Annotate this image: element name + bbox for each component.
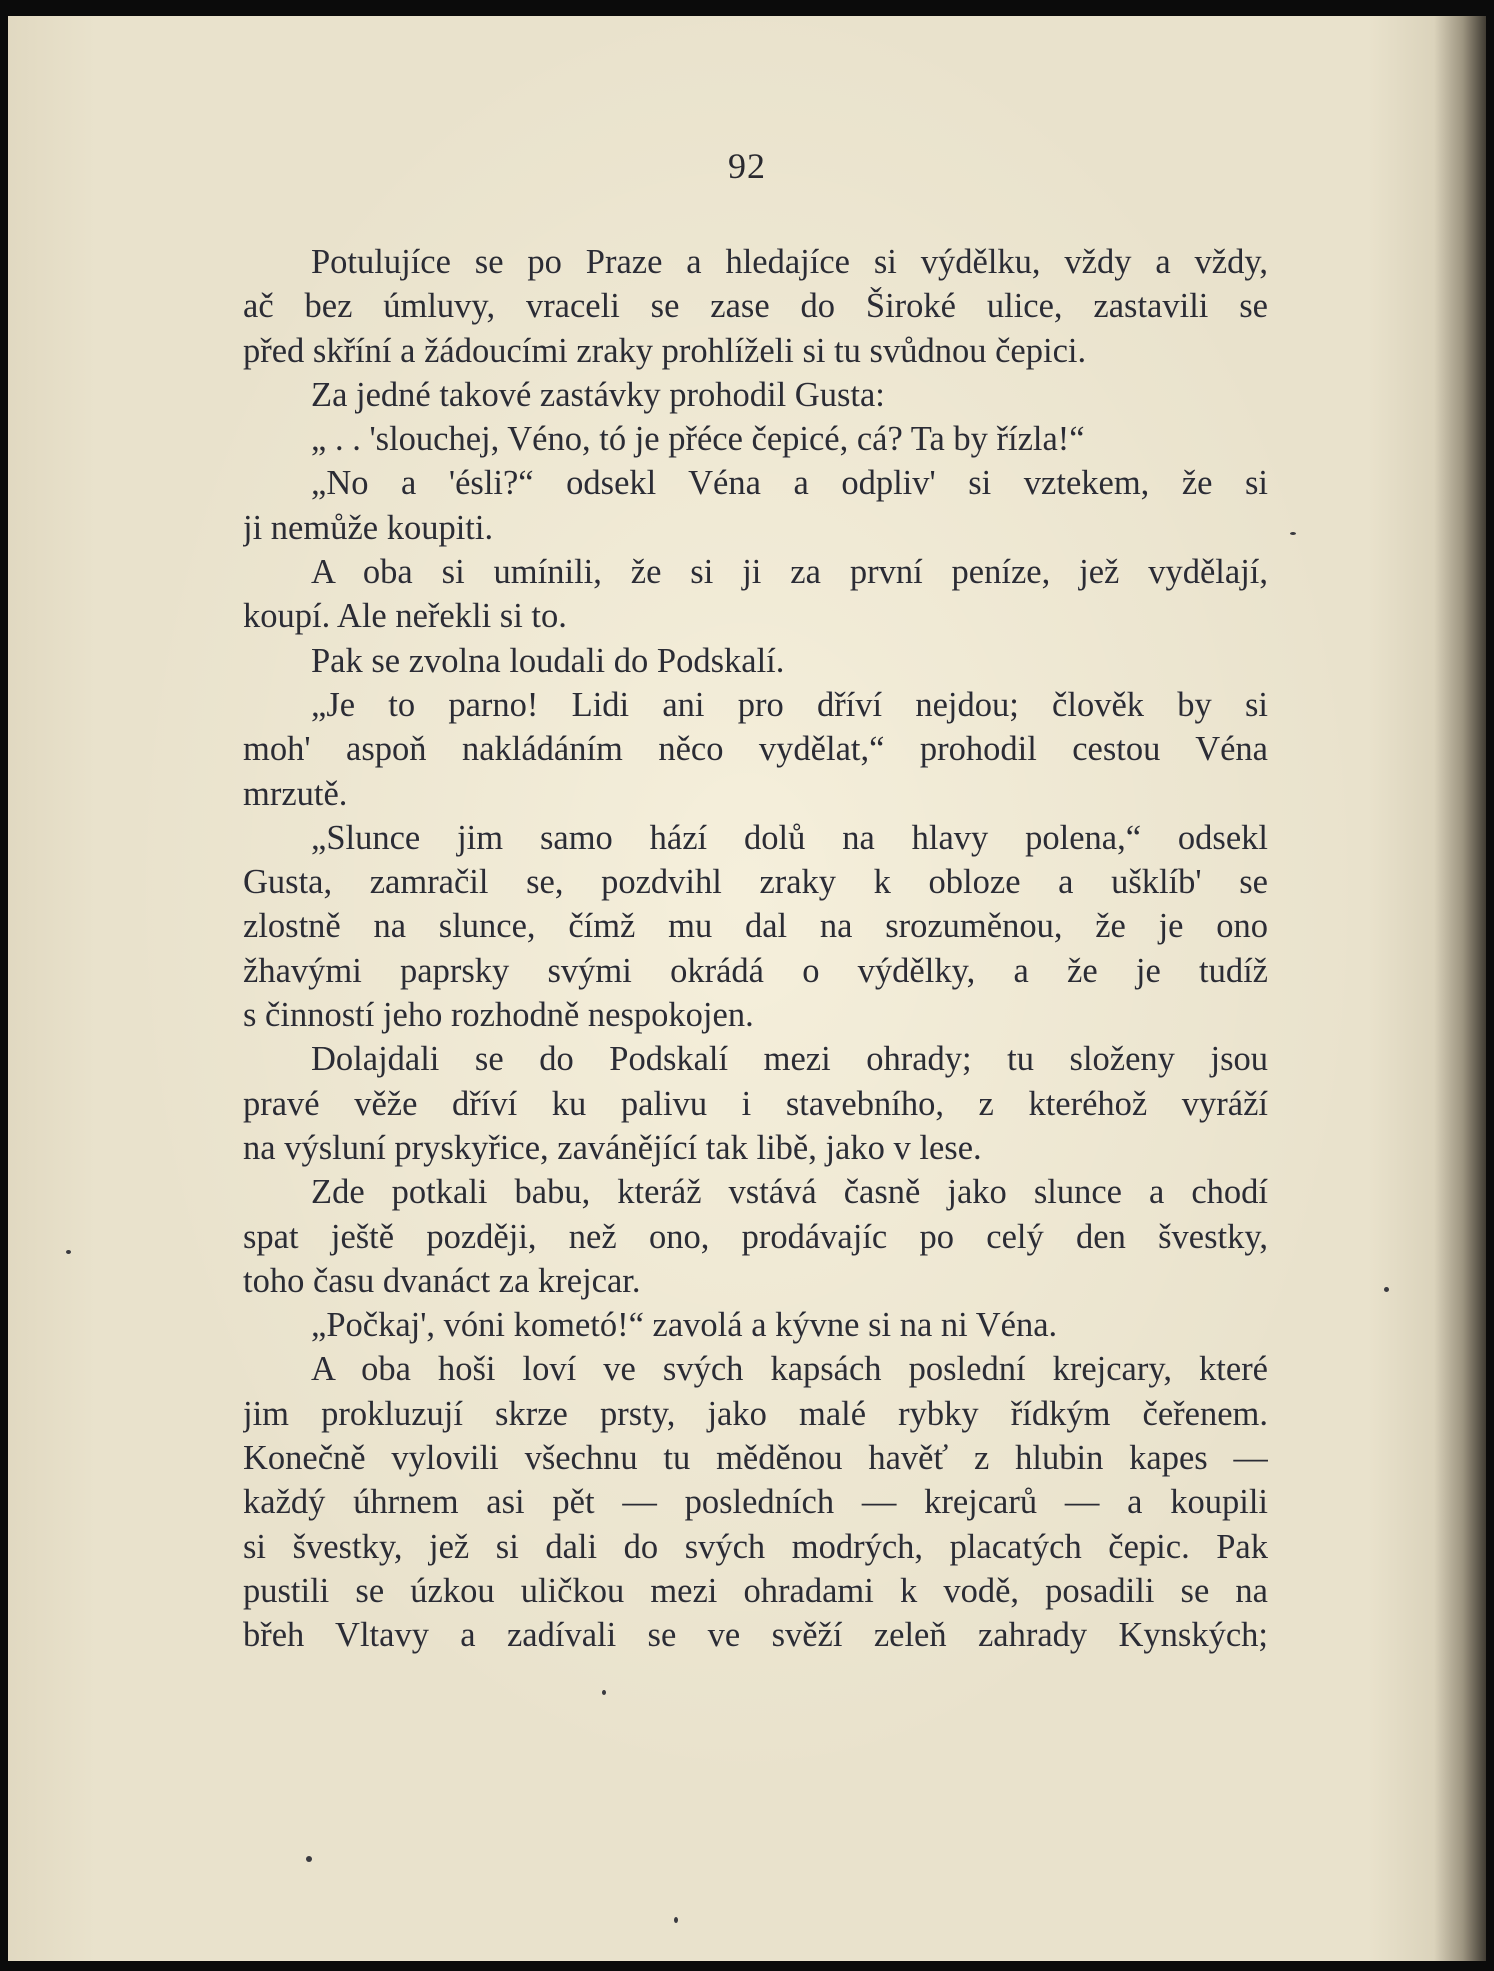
- page-number: 92: [728, 146, 766, 186]
- text-line: pustili se úzkou uličkou mezi ohradami k vodě, posadili se na: [243, 1571, 1268, 1610]
- speck: [1384, 1287, 1389, 1292]
- text-line: „No a 'ésli?“ odsekl Véna a odpliv' si vztekem, že si: [311, 464, 1268, 503]
- text-line: každý úhrnem asi pět — posledních — krejcarů — a koupili: [243, 1483, 1268, 1522]
- text-line: A oba si umínili, že si ji za první peníze, jež vydělají,: [311, 553, 1268, 592]
- text-line: Za jedné takové zastávky prohodil Gusta:: [311, 375, 885, 414]
- text-line: mrzutě.: [243, 774, 348, 813]
- text-line: „ . . 'slouchej, Véno, tó je přéce čepicé, cá? Ta by řízla!“: [311, 420, 1085, 459]
- text-line: ač bez úmluvy, vraceli se zase do Široké ulice, zastavili se: [243, 287, 1268, 326]
- text-line: A oba hoši loví ve svých kapsách poslední krejcary, které: [311, 1350, 1268, 1389]
- text-line: toho času dvanáct za krejcar.: [243, 1261, 641, 1300]
- speck: [1290, 532, 1296, 535]
- text-line: Gusta, zamračil se, pozdvihl zraky k obloze a ušklíb' se: [243, 863, 1268, 902]
- text-line: „Slunce jim samo hází dolů na hlavy polena,“ odsekl: [311, 818, 1268, 857]
- text-line: moh' aspoň nakládáním něco vydělat,“ prohodil cestou Véna: [243, 730, 1268, 769]
- text-line: s činností jeho rozhodně nespokojen.: [243, 996, 754, 1035]
- text-line: břeh Vltavy a zadívali se ve svěží zeleň zahrady Kynských;: [243, 1616, 1268, 1655]
- speck: [602, 1690, 606, 1695]
- text-line: žhavými paprsky svými okrádá o výdělky, a že je tudíž: [243, 951, 1268, 990]
- page-spine-shadow: [1434, 16, 1486, 1961]
- text-line: pravé věže dříví ku palivu i stavebního, z kteréhož vyráží: [243, 1084, 1268, 1123]
- text-line: koupí. Ale neřekli si to.: [243, 597, 567, 636]
- text-line: na výsluní pryskyřice, zavánějící tak libě, jako v lese.: [243, 1128, 982, 1167]
- text-line: před skříní a žádoucími zraky prohlíželi si tu svůdnou čepici.: [243, 331, 1087, 370]
- text-line: zlostně na slunce, čímž mu dal na srozuměnou, že je ono: [243, 907, 1268, 946]
- text-line: si švestky, jež si dali do svých modrých, placatých čepic. Pak: [243, 1527, 1268, 1566]
- speck: [306, 1856, 312, 1862]
- body-text: [243, 240, 1268, 1658]
- text-line: Konečně vylovili všechnu tu měděnou havěť z hlubin kapes —: [243, 1439, 1268, 1478]
- text-line: spat ještě později, než ono, prodávajíc po celý den švestky,: [243, 1217, 1268, 1256]
- text-line: „Počkaj', vóni kometó!“ zavolá a kývne si na ni Véna.: [311, 1306, 1058, 1345]
- text-line: jim prokluzují skrze prsty, jako malé rybky řídkým čeřenem.: [243, 1394, 1268, 1433]
- text-line: Dolajdali se do Podskalí mezi ohrady; tu složeny jsou: [311, 1040, 1268, 1079]
- text-line: Zde potkali babu, kteráž vstává časně jako slunce a chodí: [311, 1173, 1268, 1212]
- text-line: Potulujíce se po Praze a hledajíce si výdělku, vždy a vždy,: [311, 243, 1268, 281]
- text-line: Pak se zvolna loudali do Podskalí.: [311, 641, 785, 680]
- text-line: „Je to parno! Lidi ani pro dříví nejdou; člověk by si: [311, 685, 1268, 724]
- speck: [674, 1917, 678, 1923]
- text-line: ji nemůže koupiti.: [243, 508, 494, 547]
- speck: [66, 1250, 71, 1254]
